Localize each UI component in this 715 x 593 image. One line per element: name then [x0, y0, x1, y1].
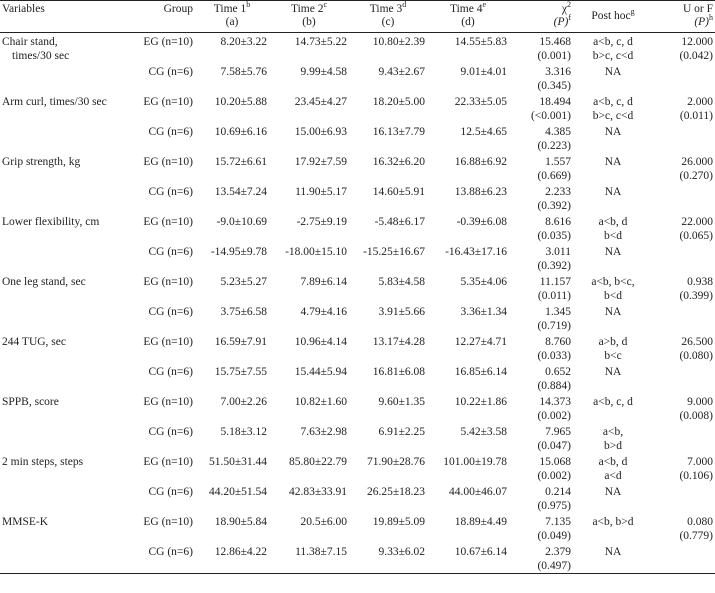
- variable-name-empty: [0, 363, 127, 393]
- chi-square-value-line1: 18.494: [539, 96, 571, 108]
- table-row-cg: [0, 423, 715, 453]
- chi-square-value-line1: 3.316: [545, 66, 571, 78]
- header-chi-square: $\chi^2$ $(P)^f$: [553, 0, 571, 28]
- time4-value: 3.36±1.34: [460, 306, 507, 318]
- u-or-f-empty: [653, 243, 715, 273]
- group-label: EG (n=10): [143, 336, 193, 348]
- group-label: CG (n=6): [148, 186, 193, 198]
- table-row-eg: [0, 513, 715, 543]
- time1-value: -14.95±9.78: [210, 246, 267, 258]
- chi-square-value: [509, 363, 573, 393]
- posthoc-value-line1: a<b, b>d: [592, 516, 634, 528]
- variable-name-empty: [0, 243, 127, 273]
- time4-value: 16.88±6.92: [454, 156, 507, 168]
- chi-square-value-line1: 4.385: [545, 126, 571, 138]
- group-label: EG (n=10): [143, 396, 193, 408]
- chi-square-value: [509, 453, 573, 483]
- variable-name-empty: [0, 483, 127, 513]
- time2-value: -2.75±9.19: [296, 216, 347, 228]
- u-or-f-value-line1: 7.000: [687, 456, 713, 468]
- chi-square-value-line2: (0.719): [537, 320, 571, 332]
- u-or-f-empty: [653, 423, 715, 453]
- time4-value: 13.88±6.23: [454, 186, 507, 198]
- chi-square-value: [509, 543, 573, 574]
- time4-value: 12.27±4.71: [454, 336, 507, 348]
- posthoc-value: [573, 303, 653, 333]
- variable-name-empty: [0, 303, 127, 333]
- chi-square-value-line1: 3.011: [545, 246, 571, 258]
- table-row-eg: [0, 213, 715, 243]
- time2-value: -18.00±15.10: [285, 246, 347, 258]
- time4-value: 44.00±46.07: [448, 486, 507, 498]
- time2-value: 17.92±7.59: [294, 156, 347, 168]
- time1-value: 8.20±3.22: [220, 36, 267, 48]
- table-row-eg: [0, 453, 715, 483]
- time1-value: -9.0±10.69: [216, 216, 267, 228]
- time3-value: 5.83±4.58: [378, 276, 425, 288]
- table-row-eg: [0, 393, 715, 423]
- time2-value: 23.45±4.27: [294, 96, 347, 108]
- table-row-cg: [0, 63, 715, 93]
- chi-square-value: [509, 273, 573, 303]
- time1-value: 10.69±6.16: [214, 126, 267, 138]
- posthoc-value: [573, 423, 653, 453]
- posthoc-value-line1: NA: [604, 546, 622, 558]
- header-u-or-f: U or F $(P)^h$: [682, 3, 713, 28]
- u-or-f-value-line1: 0.938: [687, 276, 713, 288]
- time3-value: 19.89±5.09: [372, 516, 425, 528]
- time4-value: 10.67±6.14: [454, 546, 507, 558]
- time3-value: 71.90±28.76: [366, 456, 425, 468]
- group-label: CG (n=6): [148, 366, 193, 378]
- posthoc-value-line1: NA: [604, 126, 622, 138]
- posthoc-value-line1: a<b, c, d: [593, 36, 633, 48]
- time2-value: 42.83±33.91: [288, 486, 347, 498]
- posthoc-value-line2: b<d: [604, 290, 622, 302]
- time1-value: 3.75±6.58: [220, 306, 267, 318]
- posthoc-value: [573, 63, 653, 93]
- time1-value: 51.50±31.44: [208, 456, 267, 468]
- posthoc-value-line2: b>c, c<d: [592, 110, 634, 122]
- header-posthoc: Post hoc$^g$: [591, 6, 635, 22]
- table-row-cg: [0, 243, 715, 273]
- chi-square-value-line2: (0.001): [537, 50, 571, 62]
- time3-value: 6.91±2.25: [378, 426, 425, 438]
- u-or-f-value: [653, 453, 715, 483]
- table-body: [0, 33, 715, 574]
- chi-square-value-line2: (0.975): [537, 500, 571, 512]
- time3-value: 18.20±5.00: [372, 96, 425, 108]
- chi-square-value: [509, 483, 573, 513]
- time4-value: 18.89±4.49: [454, 516, 507, 528]
- chi-square-value-line2: (0.223): [537, 140, 571, 152]
- posthoc-value-line1: NA: [604, 156, 622, 168]
- variable-name: [0, 393, 127, 423]
- chi-square-value-line1: 0.652: [545, 366, 571, 378]
- variable-name-empty: [0, 183, 127, 213]
- u-or-f-value: [653, 393, 715, 423]
- group-label: CG (n=6): [148, 546, 193, 558]
- chi-square-value-line2: (0.047): [537, 440, 571, 452]
- chi-square-value: [509, 513, 573, 543]
- time1-value: 18.90±5.84: [214, 516, 267, 528]
- chi-square-value: [509, 393, 573, 423]
- time3-value: 16.32±6.20: [372, 156, 425, 168]
- posthoc-value: [573, 213, 653, 243]
- u-or-f-empty: [653, 483, 715, 513]
- group-label: CG (n=6): [148, 246, 193, 258]
- posthoc-value: [573, 243, 653, 273]
- chi-square-value-line1: 7.965: [545, 426, 571, 438]
- time1-value: 13.54±7.24: [214, 186, 267, 198]
- posthoc-value: [573, 33, 653, 64]
- variable-name-empty: [0, 543, 127, 574]
- time4-value: 9.01±4.01: [460, 66, 507, 78]
- chi-square-value-line1: 14.373: [539, 396, 571, 408]
- chi-square-value-line1: 15.468: [539, 36, 571, 48]
- time4-value: 5.35±4.06: [460, 276, 507, 288]
- chi-square-value-line2: (<0.001): [530, 110, 571, 122]
- u-or-f-value-line2: (0.779): [679, 530, 713, 542]
- chi-square-value: [509, 213, 573, 243]
- variable-name-line1: SPPB, score: [2, 396, 59, 408]
- time4-value: -16.43±17.16: [445, 246, 507, 258]
- time1-value: 10.20±5.88: [214, 96, 267, 108]
- posthoc-value-line1: a<b, d: [598, 456, 628, 468]
- posthoc-value-line1: a<b, c, d: [593, 396, 633, 408]
- time2-value: 11.90±5.17: [295, 186, 347, 198]
- chi-square-value: [509, 63, 573, 93]
- time3-value: -15.25±16.67: [363, 246, 425, 258]
- chi-square-value: [509, 243, 573, 273]
- u-or-f-value: [653, 153, 715, 183]
- u-or-f-empty: [653, 543, 715, 574]
- chi-square-value: [509, 423, 573, 453]
- u-or-f-value: [653, 213, 715, 243]
- header-time2: Time 2$^c$ (b): [290, 0, 328, 28]
- posthoc-value-line1: a<b, d: [598, 216, 628, 228]
- posthoc-value: [573, 543, 653, 574]
- time4-value: 16.85±6.14: [454, 366, 507, 378]
- posthoc-value-line2: a<d: [604, 470, 622, 482]
- time3-value: 16.81±6.08: [372, 366, 425, 378]
- chi-square-value-line1: 1.557: [545, 156, 571, 168]
- chi-square-value-line2: (0.884): [537, 380, 571, 392]
- posthoc-value: [573, 363, 653, 393]
- chi-square-value-line2: (0.033): [537, 350, 571, 362]
- chi-square-value: [509, 303, 573, 333]
- chi-square-value-line1: 8.760: [545, 336, 571, 348]
- time2-value: 15.44±5.94: [294, 366, 347, 378]
- header-time3: Time 3$^d$ (c): [369, 0, 407, 28]
- chi-square-value: [509, 153, 573, 183]
- posthoc-value: [573, 513, 653, 543]
- u-or-f-empty: [653, 303, 715, 333]
- u-or-f-value-line2: (0.011): [679, 110, 713, 122]
- table-header: [0, 1, 715, 33]
- chi-square-value-line2: (0.392): [537, 200, 571, 212]
- time2-value: 14.73±5.22: [294, 36, 347, 48]
- group-label: CG (n=6): [148, 426, 193, 438]
- posthoc-value: [573, 183, 653, 213]
- posthoc-value-line1: NA: [604, 486, 622, 498]
- variable-name-line1: Arm curl, times/30 sec: [2, 96, 107, 108]
- chi-square-value: [509, 33, 573, 64]
- variable-name: [0, 273, 127, 303]
- table-row-cg: [0, 183, 715, 213]
- chi-square-value: [509, 123, 573, 153]
- time2-value: 85.80±22.79: [288, 456, 347, 468]
- variable-name-line2: times/30 sec: [12, 50, 70, 62]
- chi-square-value-line2: (0.345): [537, 80, 571, 92]
- group-label: EG (n=10): [143, 96, 193, 108]
- time3-value: -5.48±6.17: [374, 216, 425, 228]
- u-or-f-value: [653, 93, 715, 123]
- time3-value: 14.60±5.91: [372, 186, 425, 198]
- table-row-cg: [0, 483, 715, 513]
- variable-name: [0, 513, 127, 543]
- chi-square-value-line1: 15.068: [539, 456, 571, 468]
- table-row-eg: [0, 273, 715, 303]
- posthoc-value: [573, 333, 653, 363]
- time3-value: 13.17±4.28: [372, 336, 425, 348]
- variable-name: [0, 33, 127, 64]
- u-or-f-empty: [653, 123, 715, 153]
- variable-name: [0, 213, 127, 243]
- group-label: EG (n=10): [143, 276, 193, 288]
- table-row-cg: [0, 123, 715, 153]
- u-or-f-value: [653, 273, 715, 303]
- group-label: EG (n=10): [143, 516, 193, 528]
- header-variables: Variables: [2, 3, 45, 15]
- time1-value: 5.23±5.27: [220, 276, 267, 288]
- time2-value: 7.63±2.98: [300, 426, 347, 438]
- table-row-eg: [0, 333, 715, 363]
- u-or-f-value-line2: (0.106): [679, 470, 713, 482]
- variable-name-line1: Lower flexibility, cm: [2, 216, 100, 228]
- time1-value: 12.86±4.22: [214, 546, 267, 558]
- group-label: EG (n=10): [143, 216, 193, 228]
- variable-name-line1: Chair stand,: [2, 36, 58, 48]
- posthoc-value: [573, 123, 653, 153]
- posthoc-value: [573, 273, 653, 303]
- time1-value: 16.59±7.91: [214, 336, 267, 348]
- time4-value: 14.55±5.83: [454, 36, 507, 48]
- variable-name-empty: [0, 423, 127, 453]
- time2-value: 10.96±4.14: [294, 336, 347, 348]
- u-or-f-value-line1: 22.000: [681, 216, 713, 228]
- time2-value: 10.82±1.60: [294, 396, 347, 408]
- time4-value: 101.00±19.78: [443, 456, 507, 468]
- time3-value: 26.25±18.23: [366, 486, 425, 498]
- time4-value: -0.39±6.08: [456, 216, 507, 228]
- group-label: CG (n=6): [148, 66, 193, 78]
- chi-square-value-line1: 0.214: [545, 486, 571, 498]
- time4-value: 12.5±4.65: [460, 126, 507, 138]
- chi-square-value-line2: (0.497): [537, 560, 571, 572]
- posthoc-value-line1: NA: [604, 246, 622, 258]
- time1-value: 7.00±2.26: [220, 396, 267, 408]
- header-time1: Time 1$^b$ (a): [213, 0, 251, 28]
- variable-name-empty: [0, 63, 127, 93]
- time4-value: 10.22±1.86: [454, 396, 507, 408]
- chi-square-value-line2: (0.669): [537, 170, 571, 182]
- time3-value: 9.43±2.67: [378, 66, 425, 78]
- time2-value: 15.00±6.93: [294, 126, 347, 138]
- time3-value: 3.91±5.66: [378, 306, 425, 318]
- chi-square-value: [509, 93, 573, 123]
- posthoc-value-line1: a<b,: [602, 426, 624, 438]
- variable-name-line1: 2 min steps, steps: [2, 456, 84, 468]
- time1-value: 5.18±3.12: [220, 426, 267, 438]
- chi-square-value-line2: (0.002): [537, 410, 571, 422]
- posthoc-value-line1: NA: [604, 66, 622, 78]
- variable-name-empty: [0, 123, 127, 153]
- u-or-f-value-line1: 2.000: [687, 96, 713, 108]
- chi-square-value-line2: (0.002): [537, 470, 571, 482]
- u-or-f-value-line1: 9.000: [687, 396, 713, 408]
- posthoc-value-line2: b>c, c<d: [592, 50, 634, 62]
- time2-value: 20.5±6.00: [300, 516, 347, 528]
- u-or-f-value-line1: 12.000: [681, 36, 713, 48]
- time4-value: 22.33±5.05: [454, 96, 507, 108]
- time2-value: 7.89±6.14: [300, 276, 347, 288]
- chi-square-value-line1: 11.157: [539, 276, 571, 288]
- time2-value: 9.99±4.58: [300, 66, 347, 78]
- chi-square-value-line2: (0.392): [537, 260, 571, 272]
- group-label: EG (n=10): [143, 456, 193, 468]
- posthoc-value: [573, 483, 653, 513]
- posthoc-value-line1: NA: [604, 186, 622, 198]
- time1-value: 44.20±51.54: [208, 486, 267, 498]
- variable-name-line1: 244 TUG, sec: [2, 336, 66, 348]
- u-or-f-value-line1: 26.500: [681, 336, 713, 348]
- time3-value: 9.33±6.02: [378, 546, 425, 558]
- u-or-f-value-line2: (0.270): [679, 170, 713, 182]
- time2-value: 11.38±7.15: [295, 546, 347, 558]
- u-or-f-value-line2: (0.399): [679, 290, 713, 302]
- group-label: EG (n=10): [143, 36, 193, 48]
- header-group: Group: [163, 3, 193, 15]
- table-row-eg: [0, 33, 715, 64]
- header-time4: Time 4e (d): [449, 0, 487, 28]
- u-or-f-value-line1: 0.080: [687, 516, 713, 528]
- u-or-f-value: [653, 33, 715, 64]
- time1-value: 7.58±5.76: [220, 66, 267, 78]
- posthoc-value-line2: b<c: [604, 350, 622, 362]
- table-row-cg: [0, 303, 715, 333]
- chi-square-value-line1: 2.379: [545, 546, 571, 558]
- group-label: CG (n=6): [148, 306, 193, 318]
- table-row-cg: [0, 543, 715, 574]
- posthoc-value-line1: a<b, b<c,: [591, 276, 635, 288]
- chi-square-value: [509, 183, 573, 213]
- posthoc-value-line2: b>d: [604, 440, 622, 452]
- chi-square-value: [509, 333, 573, 363]
- variable-name-line1: Grip strength, kg: [2, 156, 81, 168]
- posthoc-value-line1: a>b, d: [598, 336, 628, 348]
- u-or-f-value: [653, 333, 715, 363]
- time1-value: 15.72±6.61: [214, 156, 267, 168]
- group-label: CG (n=6): [148, 486, 193, 498]
- table-row-eg: [0, 93, 715, 123]
- u-or-f-empty: [653, 363, 715, 393]
- u-or-f-empty: [653, 183, 715, 213]
- variable-name: [0, 453, 127, 483]
- variable-name-line1: One leg stand, sec: [2, 276, 86, 288]
- u-or-f-value: [653, 513, 715, 543]
- posthoc-value-line1: a<b, c, d: [593, 96, 633, 108]
- posthoc-value: [573, 93, 653, 123]
- chi-square-value-line1: 7.135: [545, 516, 571, 528]
- u-or-f-empty: [653, 63, 715, 93]
- posthoc-value-line1: NA: [604, 366, 622, 378]
- group-label: CG (n=6): [148, 126, 193, 138]
- posthoc-value-line1: NA: [604, 306, 622, 318]
- variable-name: [0, 333, 127, 363]
- u-or-f-value-line1: 26.000: [681, 156, 713, 168]
- posthoc-value: [573, 453, 653, 483]
- time1-value: 15.75±7.55: [214, 366, 267, 378]
- chi-square-value-line2: (0.035): [537, 230, 571, 242]
- time4-value: 5.42±3.58: [460, 426, 507, 438]
- variable-name: [0, 153, 127, 183]
- posthoc-value: [573, 393, 653, 423]
- group-label: EG (n=10): [143, 156, 193, 168]
- variable-name: [0, 93, 127, 123]
- time3-value: 9.60±1.35: [378, 396, 425, 408]
- chi-square-value-line2: (0.011): [537, 290, 571, 302]
- chi-square-value-line1: 1.345: [545, 306, 571, 318]
- time3-value: 10.80±2.39: [372, 36, 425, 48]
- u-or-f-value-line2: (0.008): [679, 410, 713, 422]
- table-row-eg: [0, 153, 715, 183]
- table-row-cg: [0, 363, 715, 393]
- posthoc-value: [573, 153, 653, 183]
- u-or-f-value-line2: (0.065): [679, 230, 713, 242]
- time3-value: 16.13±7.79: [372, 126, 425, 138]
- time2-value: 4.79±4.16: [300, 306, 347, 318]
- u-or-f-value-line2: (0.080): [679, 350, 713, 362]
- posthoc-value-line2: b<d: [604, 230, 622, 242]
- variable-name-line1: MMSE-K: [2, 516, 49, 528]
- u-or-f-value-line2: (0.042): [679, 50, 713, 62]
- chi-square-value-line1: 2.233: [545, 186, 571, 198]
- chi-square-value-line2: (0.049): [537, 530, 571, 542]
- chi-square-value-line1: 8.616: [545, 216, 571, 228]
